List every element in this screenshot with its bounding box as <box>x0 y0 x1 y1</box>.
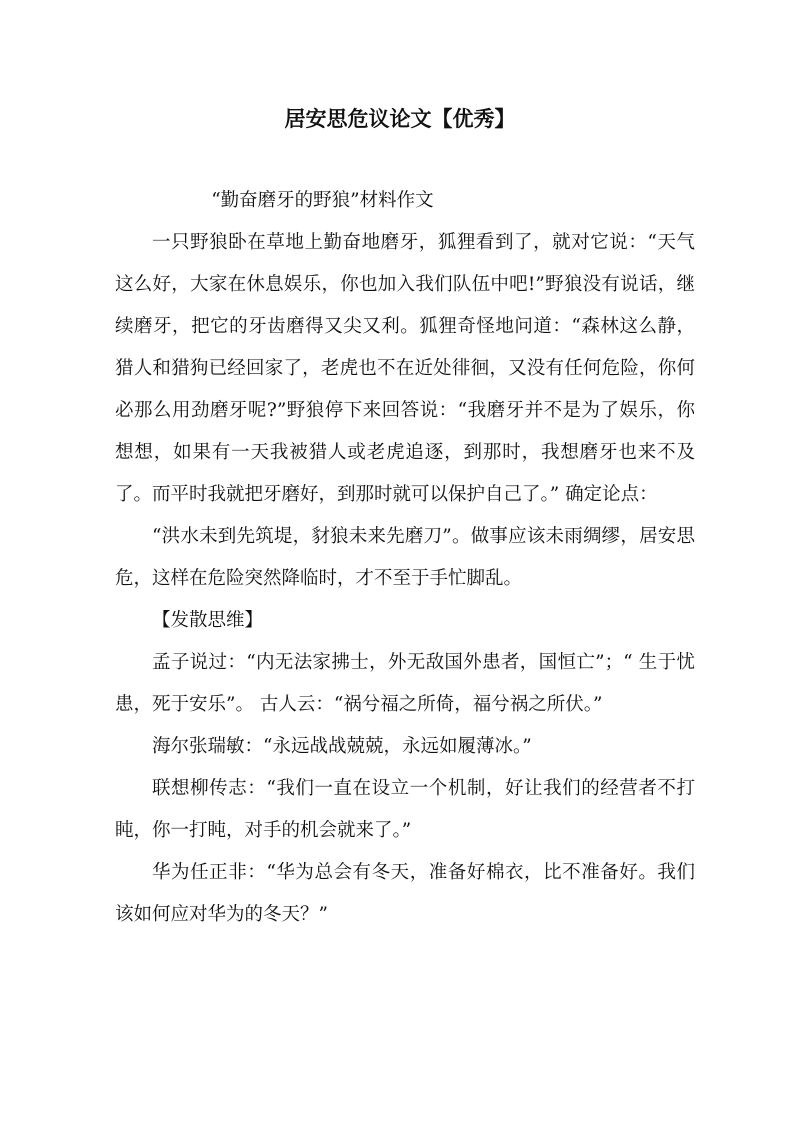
paragraph-quote-lenovo: 联想柳传志：“我们一直在设立一个机制，好让我们的经营者不打盹，你一打盹，对手的机会就来了。” <box>115 778 695 841</box>
paragraph-story: 一只野狼卧在草地上勤奋地磨牙，狐狸看到了，就对它说：“天气这么好，大家在休息娱乐，你也加入我们队伍中吧!”野狼没有说话，继续磨牙，把它的牙齿磨得又尖又利。狐狸奇怪地问道：“森林这么静，猎人和猎狗已经回家了，老虎也不在近处徘徊，又没有任何危险，你何必那么用劲磨牙呢?”野狼停下来回答说：“我磨牙并不是为了娱乐，你想想，如果有一天我被猎人或老虎追逐，到那时，我想磨牙也来不及了。而平时我就把牙磨好，到那时就可以保护自己了。” 确定论点： <box>115 232 695 505</box>
paragraph-quote-haier: 海尔张瑞敏：“永远战战兢兢，永远如履薄冰。” <box>152 736 532 757</box>
paragraph-thesis: “洪水未到先筑堤，豺狼未来先磨刀”。做事应该未雨绸缪，居安思危，这样在危险突然降临时，才不至于手忙脚乱。 <box>115 526 695 589</box>
essay-subtitle: “勤奋磨牙的野狼”材料作文 <box>211 190 434 211</box>
section-heading-divergent-thinking: 【发散思维】 <box>152 610 264 631</box>
document-title: 居安思危议论文【优秀】 <box>284 106 516 131</box>
document-body <box>115 180 695 936</box>
paragraph-quote-huawei: 华为任正非：“华为总会有冬天，准备好棉衣，比不准备好。我们该如何应对华为的冬天？” <box>115 862 695 925</box>
paragraph-quote-mencius: 孟子说过：“内无法家拂士，外无敌国外患者，国恒亡”；“ 生于忧患，死于安乐”。 古人云：“祸兮福之所倚，福兮祸之所伏。” <box>115 652 695 715</box>
